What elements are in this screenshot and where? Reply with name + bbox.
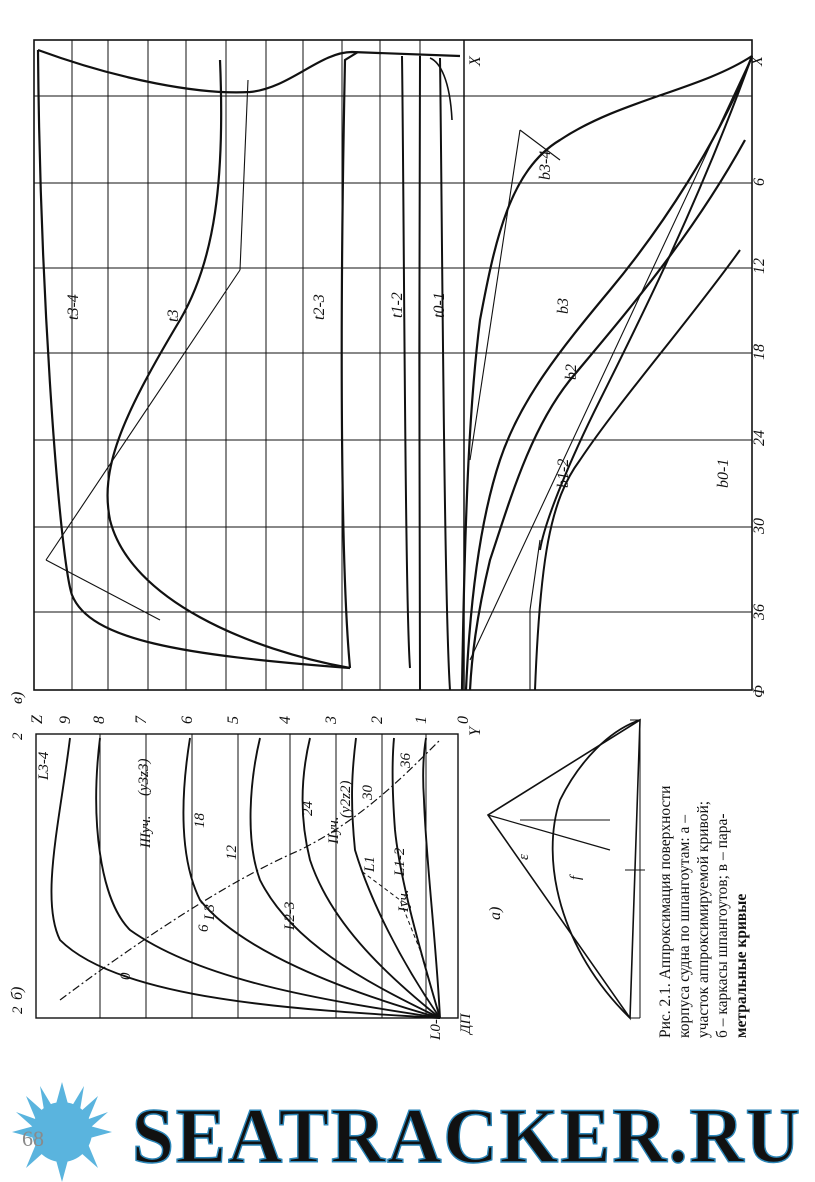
label-frame-24: 24	[300, 801, 316, 816]
panel-v-grid-horizontal	[34, 96, 752, 612]
label-l3: L3	[202, 904, 218, 920]
panel-v-curve-labels	[65, 151, 732, 488]
watermark	[0, 1076, 815, 1182]
label-b0-1: b0-1	[715, 458, 732, 488]
caption-line-5: метральные кривые	[733, 893, 750, 1038]
caption-line-1: Рис. 2.1. Аппроксимация поверхности	[657, 785, 674, 1038]
panel-b-top-2-right: 2	[10, 732, 26, 740]
label-l0-1: L0-1	[428, 1011, 444, 1040]
panel-a-curve-segment	[487, 720, 645, 1018]
y-tick-4: 4	[277, 716, 294, 724]
y-tick-1: 1	[413, 716, 430, 724]
panel-a-label: а)	[487, 906, 504, 920]
panel-b-bottom-dp: ДП	[458, 1013, 474, 1034]
x-tick-36: 36	[751, 604, 768, 620]
y-tick-9: 9	[57, 716, 74, 724]
label-b2: b2	[563, 364, 580, 380]
y-tick-3: 3	[323, 716, 340, 724]
label-t1-2: t1-2	[389, 292, 406, 318]
region-i: Iуч.	[396, 889, 412, 912]
y-tick-7: 7	[133, 716, 150, 724]
label-l2-3: L2-3	[282, 901, 298, 930]
panel-v-label: в)	[9, 691, 26, 704]
y-tick-6: 6	[179, 716, 196, 724]
panel-v-parametric-curves	[9, 40, 768, 736]
y-tick-5: 5	[225, 716, 242, 724]
label-t3-4: t3-4	[65, 294, 82, 320]
label-b3: b3	[555, 298, 572, 314]
x-tick-18: 18	[751, 344, 768, 360]
y-tick-0: 0	[455, 716, 472, 724]
dimension-epsilon: ε	[516, 854, 532, 860]
x-tick-x-corner: X	[749, 56, 766, 66]
caption-line-4: б – каркасы шпангоутов; в – пара-	[714, 813, 731, 1038]
page-number: 68	[22, 1126, 44, 1151]
label-l3-4: L3-4	[36, 751, 52, 780]
label-l1: L1	[362, 856, 378, 872]
panel-b-top-2-left: 2	[10, 1006, 26, 1014]
region-ii: IIуч.	[326, 816, 342, 844]
label-t2-3: t2-3	[311, 294, 328, 320]
figure-caption	[656, 708, 751, 1038]
label-frame-36: 36	[398, 753, 414, 768]
label-frame-12: 12	[224, 845, 240, 860]
label-b3-4: b3-4	[537, 150, 554, 180]
region-y2z2: (y2z2)	[338, 780, 354, 818]
caption-line-2: корпуса судна по шпангоутам: а –	[676, 814, 693, 1038]
figure-caption-wrap	[656, 0, 806, 1038]
x-tick-f: Ф	[751, 685, 768, 698]
label-frame-6: 6	[196, 924, 212, 932]
watermark-text: SEATRACKER.RU	[132, 1092, 802, 1179]
region-iii: IIIуч.	[138, 815, 154, 848]
x-tick-x: X	[467, 56, 484, 66]
label-b1-2: b1-2	[555, 458, 572, 488]
y-axis-letter: Y	[467, 727, 484, 736]
x-tick-30: 30	[751, 518, 768, 534]
y-tick-z: Z	[29, 715, 46, 724]
label-frame-30: 30	[360, 785, 376, 800]
region-y3z3: (y3z3)	[136, 758, 152, 796]
dimension-f: f	[568, 875, 584, 880]
x-tick-12: 12	[751, 258, 768, 274]
panel-v-y-axis	[29, 714, 484, 736]
label-l1-2: L1-2	[392, 847, 408, 876]
caption-line-3: участок аппроксимируемой кривой;	[695, 800, 712, 1038]
x-tick-24: 24	[751, 430, 768, 446]
y-tick-2: 2	[369, 716, 386, 724]
label-t3: t3	[165, 309, 182, 322]
label-frame-18: 18	[192, 813, 208, 828]
y-tick-8: 8	[91, 716, 108, 724]
panel-b-label: б)	[9, 986, 26, 1000]
label-frame-0: 0	[118, 972, 134, 980]
x-tick-6: 6	[751, 178, 768, 186]
panel-b-frame-carcasses	[9, 732, 474, 1041]
label-t0-1: t0-1	[431, 292, 448, 318]
